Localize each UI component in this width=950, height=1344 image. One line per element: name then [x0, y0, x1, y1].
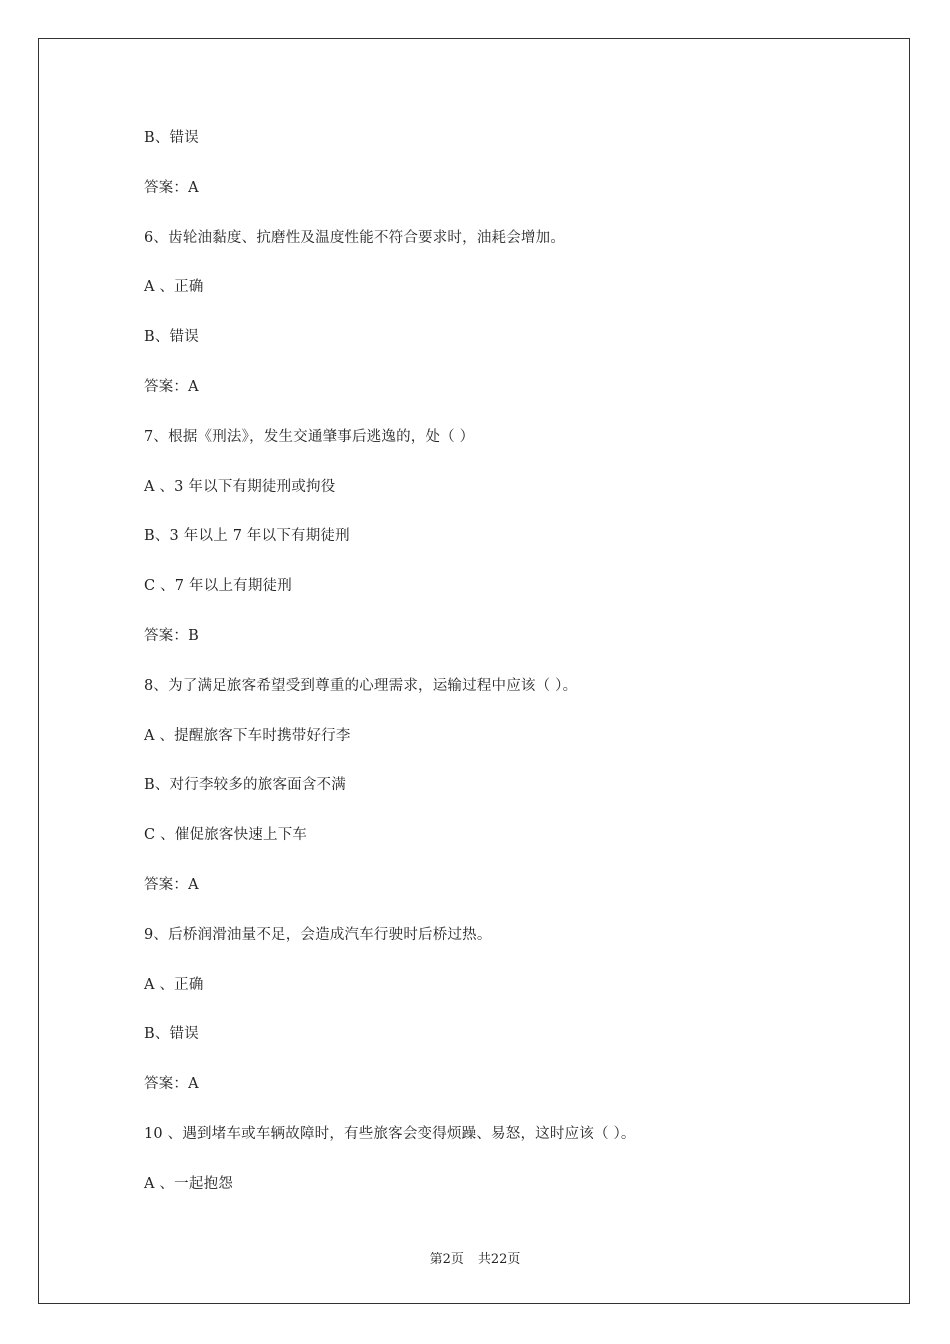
option-a: A 、正确 — [144, 976, 204, 993]
question-10: 10 、遇到堵车或车辆故障时，有些旅客会变得烦躁、易怒，这时应该（ ）。 — [144, 1125, 636, 1142]
option-c: C 、催促旅客快速上下车 — [144, 827, 308, 844]
answer: 答案：A — [144, 378, 199, 395]
page-total: 共22页 — [477, 1252, 521, 1267]
option-b: B、错误 — [144, 130, 199, 146]
page-footer — [0, 1248, 950, 1267]
answer: 答案：A — [144, 179, 199, 196]
option-b: B、对行李较多的旅客面含不满 — [144, 777, 346, 794]
option-b: B、错误 — [144, 1026, 199, 1043]
option-a: A 、提醒旅客下车时携带好行李 — [144, 727, 351, 744]
option-b: B、错误 — [144, 329, 199, 346]
option-a: A 、3 年以下有期徒刑或拘役 — [144, 478, 336, 495]
answer: 答案：A — [144, 876, 199, 893]
answer: 答案：A — [144, 1076, 199, 1093]
question-9: 9、后桥润滑油量不足，会造成汽车行驶时后桥过热。 — [144, 926, 492, 943]
page-number: 第2页 — [429, 1252, 464, 1267]
option-a: A 、正确 — [144, 279, 204, 296]
answer: 答案：B — [144, 627, 199, 644]
question-6: 6、齿轮油黏度、抗磨性及温度性能不符合要求时，油耗会增加。 — [144, 229, 566, 246]
option-c: C 、7 年以上有期徒刑 — [144, 578, 292, 595]
option-b: B、3 年以上 7 年以下有期徒刑 — [144, 528, 350, 545]
question-7: 7、根据《刑法》，发生交通肇事后逃逸的，处（ ） — [144, 428, 475, 445]
option-a: A 、一起抱怨 — [144, 1175, 233, 1192]
document-body — [144, 128, 844, 1224]
question-8: 8、为了满足旅客希望受到尊重的心理需求，运输过程中应该（ ）。 — [144, 677, 578, 694]
